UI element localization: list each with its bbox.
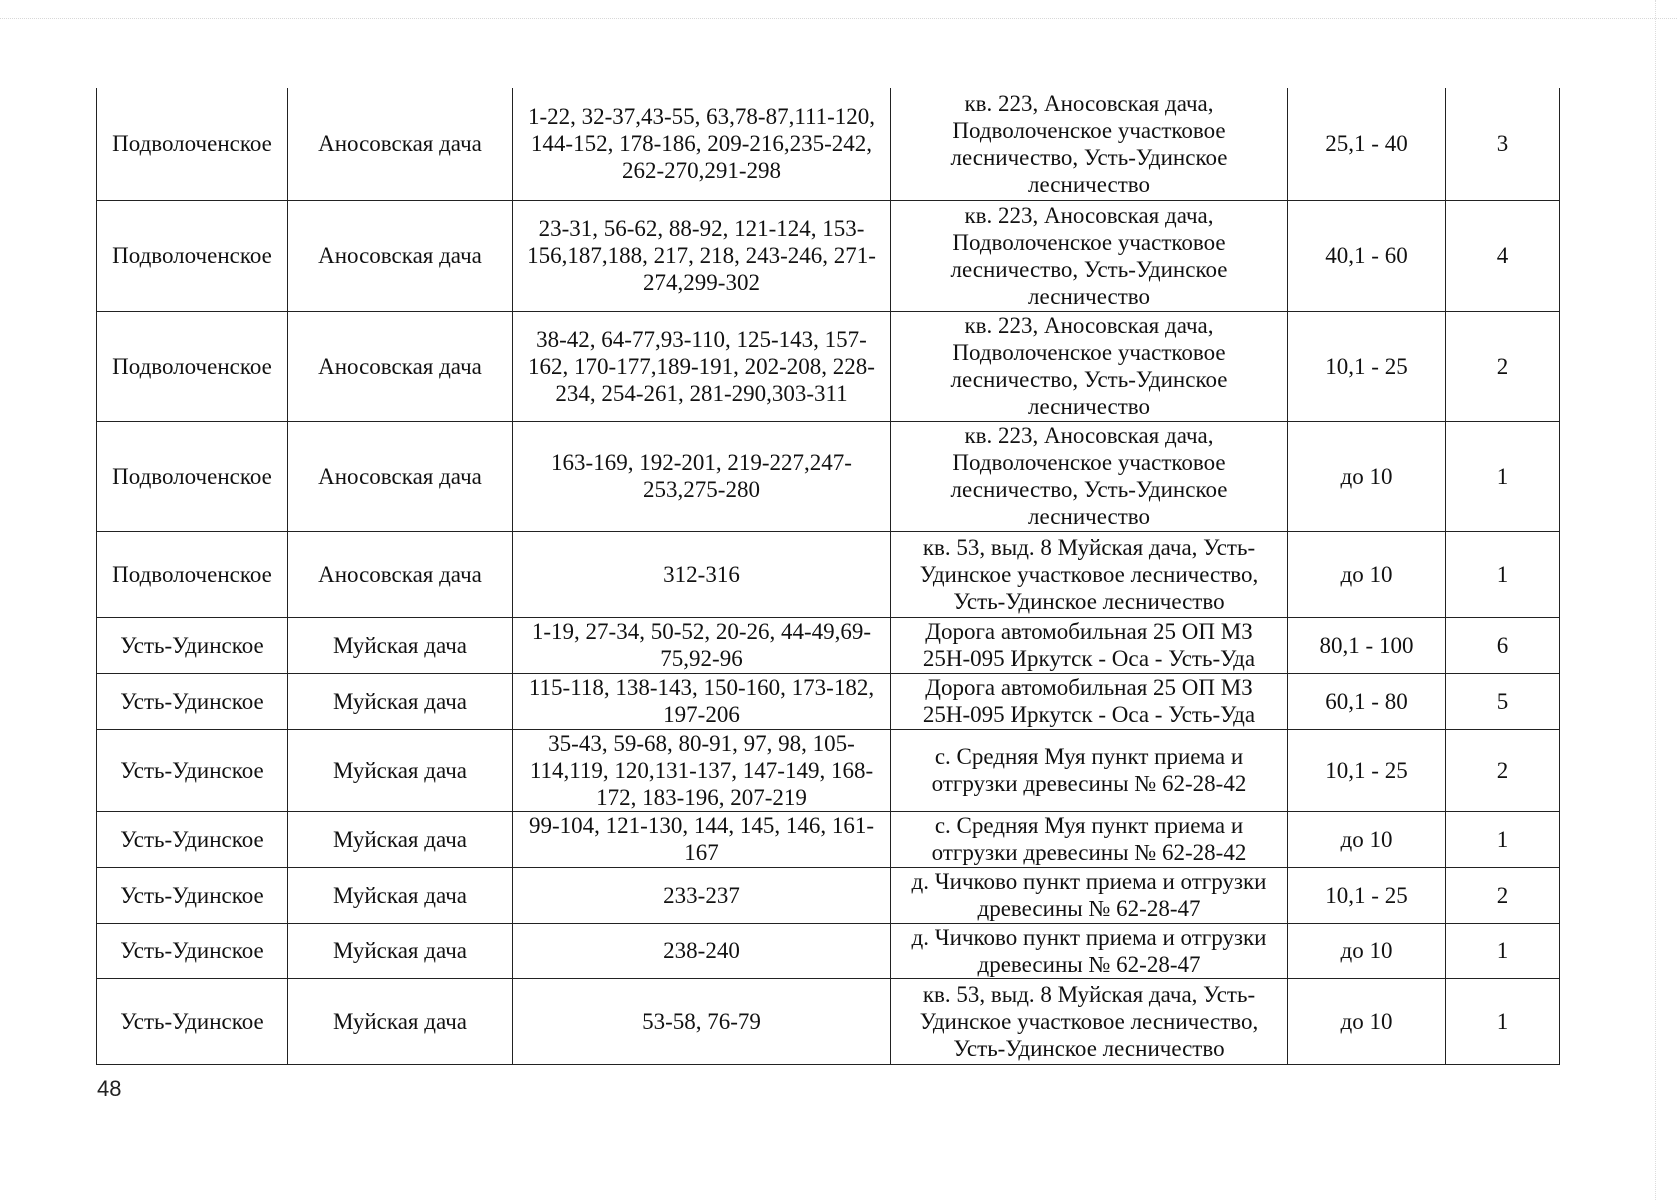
- table-row: [97, 729, 1560, 811]
- cell-dacha: Муйская дача: [288, 867, 513, 923]
- cell-district: Подволоченское: [97, 311, 288, 421]
- table-row: [97, 867, 1560, 923]
- cell-distance: до 10: [1288, 421, 1446, 531]
- table-row: [97, 923, 1560, 978]
- table-row: [97, 673, 1560, 729]
- table-row: [97, 531, 1560, 617]
- cell-class: 2: [1446, 867, 1560, 923]
- page-right-margin: [1655, 0, 1656, 1200]
- cell-dacha: Аносовская дача: [288, 421, 513, 531]
- cell-class: 5: [1446, 673, 1560, 729]
- cell-location: Дорога автомобильная 25 ОП МЗ 25Н-095 Иркутск - Оса - Усть-Уда: [891, 617, 1288, 673]
- cell-distance: 80,1 - 100: [1288, 617, 1446, 673]
- cell-district: Усть-Удинское: [97, 729, 288, 811]
- forestry-table: [96, 88, 1560, 1065]
- cell-quarters: 35-43, 59-68, 80-91, 97, 98, 105-114,119, 120,131-137, 147-149, 168-172, 183-196, 207-219: [513, 729, 891, 811]
- cell-class: 4: [1446, 200, 1560, 311]
- cell-district: Усть-Удинское: [97, 867, 288, 923]
- cell-district: Подволоченское: [97, 88, 288, 200]
- cell-dacha: Аносовская дача: [288, 311, 513, 421]
- cell-class: 2: [1446, 311, 1560, 421]
- page-number: 48: [97, 1076, 122, 1101]
- cell-dacha: Муйская дача: [288, 923, 513, 978]
- cell-class: 1: [1446, 421, 1560, 531]
- cell-class: 1: [1446, 978, 1560, 1064]
- cell-location: кв. 53, выд. 8 Муйская дача, Усть-Удинское участковое лесничество, Усть-Удинское лесничество: [891, 531, 1288, 617]
- cell-quarters: 1-19, 27-34, 50-52, 20-26, 44-49,69-75,92-96: [513, 617, 891, 673]
- cell-dacha: Муйская дача: [288, 811, 513, 867]
- cell-location: д. Чичково пункт приема и отгрузки древесины № 62-28-47: [891, 923, 1288, 978]
- table-row: [97, 311, 1560, 421]
- cell-distance: 60,1 - 80: [1288, 673, 1446, 729]
- cell-distance: 10,1 - 25: [1288, 311, 1446, 421]
- cell-distance: 10,1 - 25: [1288, 867, 1446, 923]
- cell-distance: до 10: [1288, 978, 1446, 1064]
- cell-distance: 25,1 - 40: [1288, 88, 1446, 200]
- table-row: [97, 88, 1560, 200]
- cell-class: 1: [1446, 923, 1560, 978]
- cell-district: Подволоченское: [97, 200, 288, 311]
- cell-district: Усть-Удинское: [97, 617, 288, 673]
- cell-quarters: 1-22, 32-37,43-55, 63,78-87,111-120, 144-152, 178-186, 209-216,235-242, 262-270,291-298: [513, 88, 891, 200]
- cell-dacha: Муйская дача: [288, 729, 513, 811]
- cell-dacha: Аносовская дача: [288, 200, 513, 311]
- cell-dacha: Аносовская дача: [288, 88, 513, 200]
- cell-quarters: 238-240: [513, 923, 891, 978]
- cell-location: кв. 223, Аносовская дача, Подволоченское участковое лесничество, Усть-Удинское лесничество: [891, 311, 1288, 421]
- cell-quarters: 38-42, 64-77,93-110, 125-143, 157-162, 170-177,189-191, 202-208, 228-234, 254-261, 281-290,303-311: [513, 311, 891, 421]
- cell-distance: до 10: [1288, 531, 1446, 617]
- cell-distance: 40,1 - 60: [1288, 200, 1446, 311]
- cell-district: Усть-Удинское: [97, 811, 288, 867]
- cell-district: Подволоченское: [97, 421, 288, 531]
- cell-location: д. Чичково пункт приема и отгрузки древесины № 62-28-47: [891, 867, 1288, 923]
- cell-district: Подволоченское: [97, 531, 288, 617]
- cell-class: 2: [1446, 729, 1560, 811]
- cell-quarters: 115-118, 138-143, 150-160, 173-182, 197-206: [513, 673, 891, 729]
- cell-quarters: 99-104, 121-130, 144, 145, 146, 161-167: [513, 811, 891, 867]
- cell-location: кв. 53, выд. 8 Муйская дача, Усть-Удинское участковое лесничество, Усть-Удинское лесничество: [891, 978, 1288, 1064]
- page-top-edge: [0, 18, 1677, 19]
- cell-district: Усть-Удинское: [97, 978, 288, 1064]
- table-row: [97, 617, 1560, 673]
- cell-quarters: 312-316: [513, 531, 891, 617]
- cell-quarters: 163-169, 192-201, 219-227,247-253,275-280: [513, 421, 891, 531]
- cell-quarters: 53-58, 76-79: [513, 978, 891, 1064]
- cell-district: Усть-Удинское: [97, 923, 288, 978]
- table-row: [97, 811, 1560, 867]
- cell-location: с. Средняя Муя пункт приема и отгрузки древесины № 62-28-42: [891, 729, 1288, 811]
- table-row: [97, 421, 1560, 531]
- cell-class: 1: [1446, 811, 1560, 867]
- cell-class: 6: [1446, 617, 1560, 673]
- cell-class: 1: [1446, 531, 1560, 617]
- cell-location: кв. 223, Аносовская дача, Подволоченское участковое лесничество, Усть-Удинское лесничество: [891, 421, 1288, 531]
- cell-dacha: Муйская дача: [288, 978, 513, 1064]
- cell-dacha: Муйская дача: [288, 617, 513, 673]
- cell-distance: до 10: [1288, 811, 1446, 867]
- cell-dacha: Аносовская дача: [288, 531, 513, 617]
- cell-location: с. Средняя Муя пункт приема и отгрузки древесины № 62-28-42: [891, 811, 1288, 867]
- cell-dacha: Муйская дача: [288, 673, 513, 729]
- cell-class: 3: [1446, 88, 1560, 200]
- table-row: [97, 978, 1560, 1064]
- table-row: [97, 200, 1560, 311]
- cell-location: Дорога автомобильная 25 ОП МЗ 25Н-095 Иркутск - Оса - Усть-Уда: [891, 673, 1288, 729]
- cell-distance: 10,1 - 25: [1288, 729, 1446, 811]
- cell-location: кв. 223, Аносовская дача, Подволоченское участковое лесничество, Усть-Удинское лесничество: [891, 88, 1288, 200]
- cell-location: кв. 223, Аносовская дача, Подволоченское участковое лесничество, Усть-Удинское лесничество: [891, 200, 1288, 311]
- cell-quarters: 23-31, 56-62, 88-92, 121-124, 153-156,187,188, 217, 218, 243-246, 271-274,299-302: [513, 200, 891, 311]
- cell-distance: до 10: [1288, 923, 1446, 978]
- cell-district: Усть-Удинское: [97, 673, 288, 729]
- cell-quarters: 233-237: [513, 867, 891, 923]
